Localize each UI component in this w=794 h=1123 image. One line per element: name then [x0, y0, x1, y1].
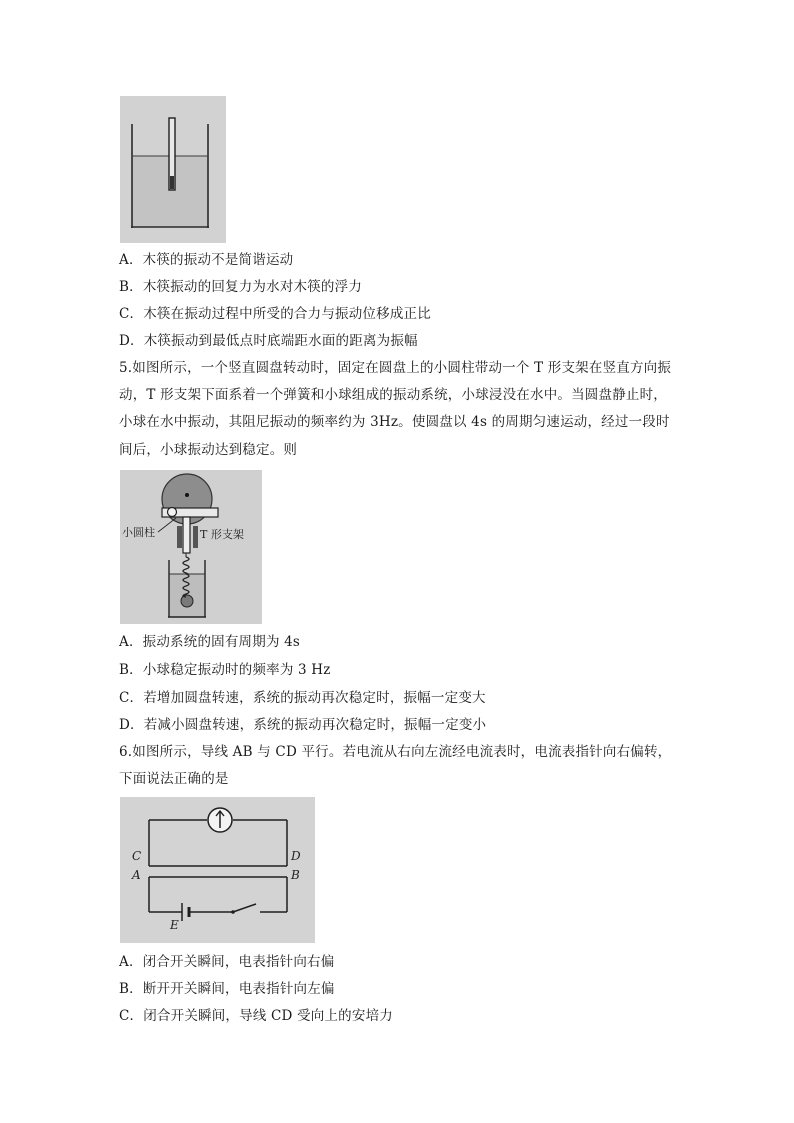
q5-option-a: A．振动系统的固有周期为 4s	[119, 634, 301, 650]
q6-option-c: C．闭合开关瞬间，导线 CD 受向上的安培力	[119, 1008, 393, 1024]
chopstick-figure	[120, 96, 226, 243]
label-b: B	[291, 868, 300, 882]
q5-stem-line-1: 5.如图所示，一个竖直圆盘转动时，固定在圆盘上的小圆柱带动一个 T 形支架在竖直方向振	[119, 360, 672, 376]
chopstick-diagram	[120, 96, 226, 243]
disc-center	[185, 493, 189, 497]
circuit-figure	[120, 797, 315, 943]
q6-stem-line-1: 6.如图所示，导线 AB 与 CD 平行。若电流从右向左流经电流表时，电流表指针向右偏转，	[119, 744, 672, 760]
q5-option-b: B．小球稳定振动时的频率为 3 Hz	[119, 662, 331, 678]
circuit-diagram	[120, 797, 315, 943]
t-frame-stem	[183, 517, 190, 553]
label-a: A	[132, 868, 141, 882]
chopstick-weight	[170, 176, 174, 189]
q6-stem-line-2: 下面说法正确的是	[119, 771, 229, 787]
q4-option-b: B．木筷振动的回复力为水对木筷的浮力	[119, 279, 363, 295]
q4-option-a: A．木筷的振动不是简谐运动	[119, 252, 294, 268]
label-d: D	[291, 849, 301, 863]
small-cylinder	[168, 508, 177, 517]
label-e: E	[170, 918, 179, 932]
label-small-cylinder: 小圆柱	[122, 526, 155, 539]
label-c: C	[132, 849, 142, 863]
q4-option-d: D．木筷振动到最低点时底端距水面的距离为振幅	[119, 333, 418, 349]
q4-option-c: C．木筷在振动过程中所受的合力与振动位移成正比	[119, 306, 431, 322]
disc-oscillator-diagram	[120, 470, 262, 624]
q5-option-d: D．若减小圆盘转速，系统的振动再次稳定时，振幅一定变小	[119, 717, 487, 733]
disc-oscillator-figure	[120, 470, 262, 624]
q5-stem-line-2: 动，T 形支架下面系着一个弹簧和小球组成的振动系统，小球浸没在水中。当圆盘静止时，	[119, 387, 667, 403]
q5-option-c: C．若增加圆盘转速，系统的振动再次稳定时，振幅一定变大	[119, 690, 486, 706]
guide-right	[193, 526, 198, 548]
guide-left	[177, 526, 182, 548]
q6-option-a: A．闭合开关瞬间，电表指针向右偏	[119, 954, 335, 970]
q5-stem-line-3: 小球在水中振动，其阻尼振动的频率约为 3Hz。使圆盘以 4s 的周期匀速运动，经过一段时	[119, 414, 670, 430]
q6-option-b: B．断开开关瞬间，电表指针向左偏	[119, 981, 335, 997]
q5-stem-line-4: 间后，小球振动达到稳定。则	[119, 442, 298, 458]
label-t-frame: T 形支架	[200, 528, 244, 541]
